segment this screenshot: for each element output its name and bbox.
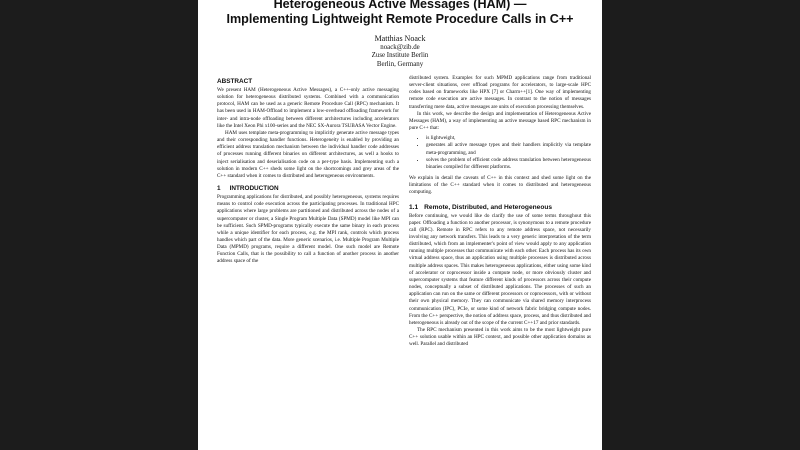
subsection-number: 1.1 <box>409 203 419 211</box>
abstract-heading: ABSTRACT <box>217 78 253 85</box>
right-paragraph-4: Before continuing, we would like do clarify the use of some terms throughout this paper. Offloading a function to another processor, is synonymous to a remote procedure call (RPC). Remote in RPC refers to any remote address space, not necessarily involving any network transfers. This leads to a very generic interpretation of the term distributed, which from an implementer's point of view would apply to any application running multiple processes that communicate with each other. Each process has its own virtual address space, thus an application using multiple processes is distributed across multiple address spaces. This makes heterogeneous applications, either using some kind of accelerator or coprocessor inside a compute node, or more obviously cluster and supercomputer systems that feature different kinds of processors across their compute nodes, conceptually a subset of distributed applications. The processes of such an application can run on the same or different processors or coprocessors, with or without their own physical memory. They can communicate via shared memory interprocess communication (IPC), PCIe, or some kind of network fabric bridging compute nodes. From the C++ perspective, the notion of address space, process, and thus distributed and heterogeneous is already out of the scope of the current C++17 and prior standards. <box>409 212 591 326</box>
author-name: Matthias Noack <box>374 34 426 43</box>
subsection-title: Remote, Distributed, and Heterogeneous <box>424 203 553 211</box>
paper-page <box>198 0 602 450</box>
author-institute: Zuse Institute Berlin <box>371 52 429 60</box>
abstract-paragraph-2: HAM uses template meta-programming to implicitly generate active message types and their corresponding handler functions. Heterogeneity is enabled by providing an efficient address translation mechanism between the individual handler code addresses of processes running different binaries on different architectures, as well a hooks to inject serialisation and deserialisation code on a per-type basis. Implementing such a solution in modern C++ sheds some light on the shortcomings and grey areas of the C++ standard when it comes to distributed and heterogeneous environments. <box>217 129 399 179</box>
paper-title <box>198 0 602 26</box>
introduction-paragraph-1: Programming applications for distributed, and possibly heterogeneous, systems requires means to control code execution across the participating processes. In traditional HPC applications where large problems are partitioned and distributed across the nodes of a supercomputer or cluster, a Single Program Multiple Data (SPMD) model like MPI can be sufficient. Such SPMD-programs typically execute the same binary in each process while a unique identifier for each process, e.g. the MPI rank, controls which process handles which part of the data. More generic scenarios, i.e. Multiple Program Multiple Data (MPMD) programs, require a different model. One such model are Remote Function Calls, that is the possibility to call a function of another process in another address space of the <box>217 194 399 265</box>
right-column <box>409 75 591 348</box>
right-paragraph-5: The RPC mechanism presented in this work aims to be the most lightweight pure C++ solution usable within an HPC context, and possible other application domains as well. Parallel and distributed <box>409 327 591 348</box>
introduction-heading <box>217 184 399 193</box>
author-email: noack@zib.de <box>380 43 420 51</box>
subsection-heading <box>409 203 591 212</box>
abstract-paragraph-1: We present HAM (Heterogeneous Active Messages), a C++-only active messaging solution for heterogeneous distributed systems. Combined with a communication protocol, HAM can be used as a generic Remote Procedure Call (RPC) mechanism. It has been used in HAM-Offload to implement a low-overhead offloading framework for inter- and intra-node offloading between different architectures including accelerators like the Intel Xeon Phi x100-series and the NEC SX-Aurora TSUBASA Vector Engine. <box>217 87 399 129</box>
author-location: Berlin, Germany <box>376 60 424 68</box>
title-line-1: Heterogeneous Active Messages (HAM) — <box>273 0 527 11</box>
feature-list-item: • solves the problem of efficient code address translation between heterogeneous binaries compiled for different platforms. <box>426 157 591 171</box>
feature-list <box>409 135 591 171</box>
title-line-2: Implementing Lightweight Remote Procedure Calls in C++ <box>226 11 574 26</box>
right-paragraph-1: distributed system. Examples for such MPMD applications range from traditional server-client situations, over offload programs for accelerators, to large-scale HPC codes based on frameworks like HPX [7] or Charm++[1]. One way of implementing remote code execution are active messages. In contrast to the notion of messages transferring mere data, active messages are units of execution processing themselves. <box>409 75 591 110</box>
author-block <box>198 34 602 69</box>
feature-list-item: • is lightweight, <box>426 135 591 142</box>
right-paragraph-2: In this work, we describe the design and implementation of Heterogeneous Active Messages (HAM), a way of implementing an active message based RPC mechanism in pure C++ that: <box>409 110 591 132</box>
right-paragraph-3: We explain in detail the caveats of C++ in this context and shed some light on the limitations of the C++ standard when it comes to distributed and heterogeneous computing. <box>409 175 591 196</box>
introduction-title: INTRODUCTION <box>229 185 279 193</box>
introduction-number: 1 <box>217 185 221 193</box>
feature-list-item: • generates all active message types and their handlers implicitly via template meta-programming, and <box>426 142 591 156</box>
left-column <box>217 75 399 266</box>
